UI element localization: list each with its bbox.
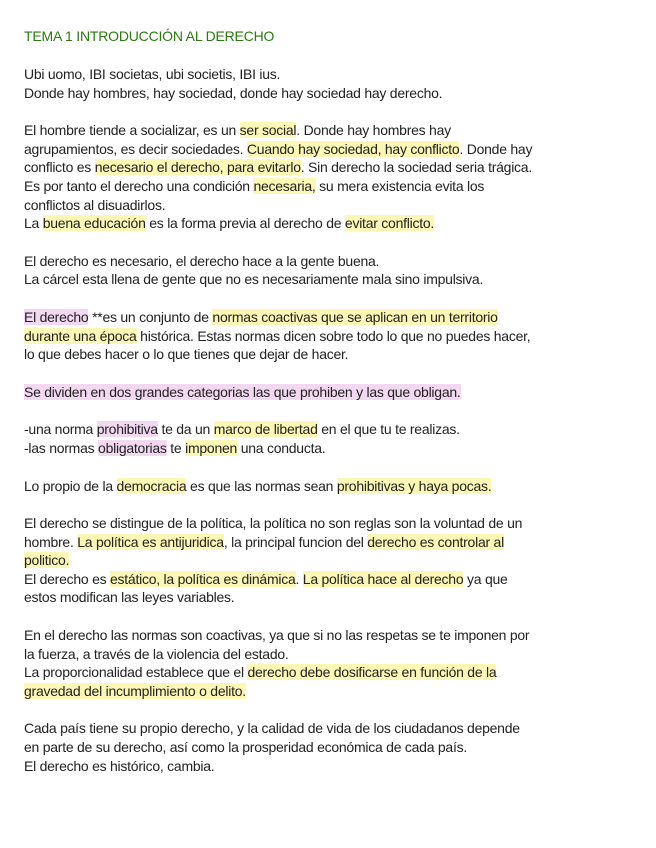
- text-line: [24, 719, 636, 738]
- highlight-yellow: Cuando hay sociedad, hay conflicto: [246, 140, 460, 157]
- text-line: [24, 420, 636, 439]
- highlight-yellow: estático, la política es dinámica: [110, 570, 296, 587]
- text-line: [24, 626, 636, 645]
- highlight-yellow: necesario el derecho, para evitarlo: [94, 159, 301, 176]
- highlight-yellow: durante una época: [24, 327, 137, 344]
- text-run: .: [295, 570, 303, 587]
- text-run: ya que: [463, 570, 508, 587]
- text-run: **es un conjunto de: [88, 308, 213, 325]
- text-run: En el derecho las normas son coactivas, ya que si no las respetas se te imponen por: [24, 627, 530, 644]
- text-run: en el que tu te realizas.: [317, 421, 460, 438]
- document-title: TEMA 1 INTRODUCCIÓN AL DERECHO: [24, 28, 275, 44]
- document-page: [24, 26, 636, 794]
- text-line: [24, 327, 636, 346]
- highlight-yellow: evitar conflicto.: [344, 215, 435, 232]
- highlight-pink: El derecho: [24, 308, 89, 325]
- text-run: Cada país tiene su propio derecho, y la calidad de vida de los ciudadanos depende: [24, 720, 520, 737]
- text-line: [24, 439, 636, 458]
- highlight-yellow: imponen: [185, 439, 238, 456]
- text-run: Donde hay hombres, hay sociedad, donde hay sociedad hay derecho.: [24, 84, 443, 101]
- paragraph: [24, 121, 636, 233]
- text-run: estos modifican las leyes variables.: [24, 589, 235, 606]
- text-line: [24, 514, 636, 533]
- text-line: [24, 682, 636, 701]
- text-line: [24, 477, 636, 496]
- text-run: , la principal funcion del: [223, 533, 368, 550]
- text-line: [24, 270, 636, 289]
- text-line: [24, 570, 636, 589]
- text-run: Ubi uomo, IBI societas, ubi societis, IBI ius.: [24, 66, 281, 82]
- text-run: Lo propio de la: [24, 477, 117, 494]
- text-line: [24, 533, 636, 552]
- text-run: La cárcel esta llena de gente que no es necesariamente mala sino impulsiva.: [24, 271, 484, 288]
- text-run: El derecho es: [24, 570, 110, 587]
- text-line: [24, 196, 636, 215]
- text-run: El derecho se distingue de la política, la política no son reglas son la voluntad de un: [24, 515, 523, 532]
- highlight-yellow: democracia: [116, 477, 187, 494]
- text-run: -una norma: [24, 421, 97, 438]
- text-line: [24, 252, 636, 271]
- highlight-pink: prohibitiva: [96, 421, 158, 438]
- highlight-yellow: gravedad del incumplimiento o delito.: [24, 682, 246, 699]
- text-run: es la forma previa al derecho de: [145, 215, 345, 232]
- text-run: histórica. Estas normas dicen sobre todo lo que no puedes hacer,: [136, 327, 531, 344]
- text-run: te da un: [157, 421, 214, 438]
- text-run: en parte de su derecho, así como la prosperidad económica de cada país.: [24, 739, 467, 756]
- text-line: [24, 121, 636, 140]
- text-line: [24, 757, 636, 776]
- paragraph: [24, 65, 636, 102]
- text-run: . Sin derecho la sociedad seria trágica.: [300, 159, 532, 176]
- text-line: [24, 84, 636, 103]
- text-run: Es por tanto el derecho una condición: [24, 177, 254, 194]
- text-line: [24, 177, 636, 196]
- text-run: conflicto es: [24, 159, 95, 176]
- paragraph: [24, 420, 636, 457]
- paragraph: [24, 308, 636, 364]
- document-body: [24, 65, 636, 775]
- text-run: es que las normas sean: [186, 477, 337, 494]
- text-run: una conducta.: [237, 439, 326, 456]
- highlight-yellow: derecho es controlar al: [367, 533, 504, 550]
- text-line: [24, 588, 636, 607]
- paragraph: [24, 719, 636, 775]
- text-run: lo que debes hacer o lo que tienes que dejar de hacer.: [24, 346, 349, 363]
- highlight-pink: Se dividen en dos grandes categorias las que prohiben y las que obligan.: [24, 383, 461, 400]
- text-run: su mera existencia evita los: [315, 177, 485, 194]
- text-run: La proporcionalidad establece que el: [24, 664, 248, 681]
- text-line: [24, 345, 636, 364]
- text-line: [24, 65, 636, 84]
- text-line: [24, 551, 636, 570]
- highlight-yellow: ser social: [239, 122, 297, 139]
- text-line: [24, 158, 636, 177]
- paragraph: [24, 477, 636, 496]
- highlight-yellow: marco de libertad: [213, 421, 318, 438]
- highlight-yellow: prohibitivas y haya pocas.: [336, 477, 492, 494]
- highlight-yellow: necesaria,: [253, 177, 316, 194]
- paragraph: [24, 252, 636, 289]
- text-line: [24, 645, 636, 664]
- paragraph: [24, 626, 636, 700]
- text-run: hombre.: [24, 533, 78, 550]
- text-run: agrupamientos, es decir sociedades.: [24, 140, 247, 157]
- text-line: [24, 214, 636, 233]
- text-line: [24, 383, 636, 402]
- text-line: [24, 140, 636, 159]
- text-line: [24, 308, 636, 327]
- highlight-yellow: La política hace al derecho: [302, 570, 464, 587]
- text-run: -las normas: [24, 439, 99, 456]
- text-line: [24, 663, 636, 682]
- text-run: conflictos al disuadirlos.: [24, 196, 166, 213]
- highlight-yellow: buena educación: [42, 215, 146, 232]
- text-run: El derecho es necesario, el derecho hace a la gente buena.: [24, 252, 380, 269]
- text-run: la fuerza, a través de la violencia del estado.: [24, 645, 289, 662]
- paragraph: [24, 514, 636, 607]
- highlight-yellow: La política es antijuridica: [77, 533, 224, 550]
- text-run: El hombre tiende a socializar, es un: [24, 122, 240, 139]
- text-run: te: [166, 439, 186, 456]
- highlight-yellow: normas coactivas que se aplican en un territorio: [212, 308, 498, 325]
- paragraph: [24, 383, 636, 402]
- highlight-pink: obligatorias: [98, 439, 167, 456]
- text-run: La: [24, 215, 43, 232]
- highlight-yellow: derecho debe dosificarse en función de la: [247, 664, 497, 681]
- text-run: . Donde hay hombres hay: [296, 122, 451, 139]
- text-run: . Donde hay: [459, 140, 533, 157]
- highlight-yellow: politico.: [24, 552, 70, 569]
- text-run: El derecho es histórico, cambia.: [24, 757, 215, 774]
- text-line: [24, 738, 636, 757]
